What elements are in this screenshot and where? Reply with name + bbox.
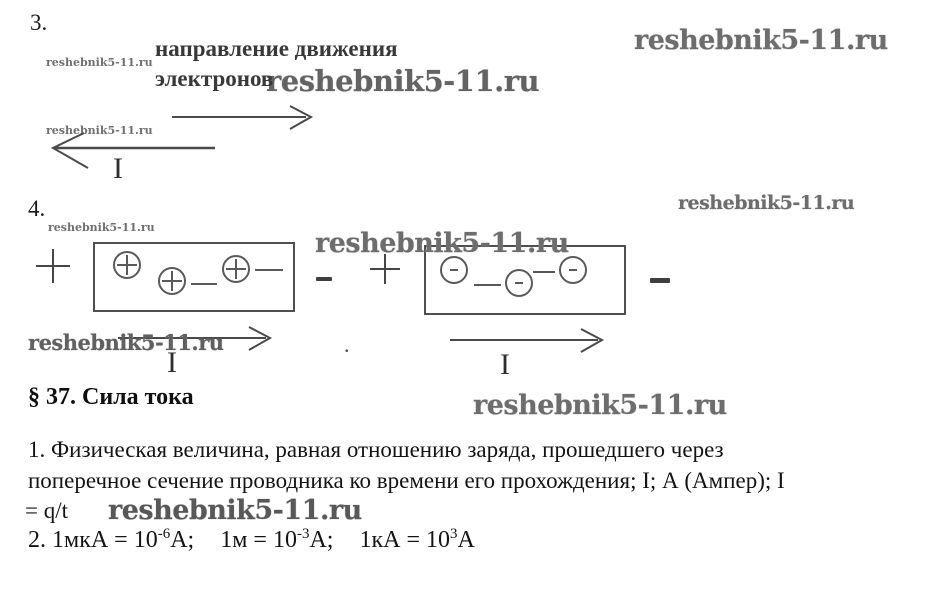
watermark: reshebnik5-11.ru xyxy=(634,25,888,56)
formula-kiloampere: $1кА = 10^3А$ xyxy=(359,526,475,553)
item-3-marker: 3. xyxy=(30,10,48,35)
charge-tail xyxy=(533,271,555,273)
charge-tail xyxy=(255,269,283,271)
watermark: reshebnik5-11.ru xyxy=(28,330,224,355)
watermark: reshebnik5-11.ru xyxy=(108,495,362,526)
watermark: reshebnik5-11.ru xyxy=(46,124,153,137)
separator-dot: . xyxy=(344,332,350,357)
item-1-text-line1: 1. Физическая величина, равная отношению заряда, прошедшего через xyxy=(28,437,724,462)
positive-charge-icon xyxy=(158,267,186,295)
item-4-marker: 4. xyxy=(28,196,46,221)
plus-terminal-left xyxy=(36,249,70,283)
item-1-text-line2: поперечное сечение проводника ко времени его прохождения; I; А (Ампер); I xyxy=(28,468,785,493)
charge-tail xyxy=(474,284,501,286)
item-2-formulas xyxy=(28,527,501,554)
watermark: reshebnik5-11.ru xyxy=(48,221,155,234)
section-heading: § 37. Сила тока xyxy=(28,384,194,410)
current-label: I xyxy=(500,348,510,381)
electron-direction-caption-line2: электронов xyxy=(155,66,274,91)
watermark: reshebnik5-11.ru xyxy=(315,228,569,259)
current-arrow-right-box xyxy=(448,327,612,355)
watermark: reshebnik5-11.ru xyxy=(266,64,540,98)
item-1-text-line3: = q/t xyxy=(25,498,69,523)
charge-tail xyxy=(191,283,217,285)
negative-charge-icon xyxy=(440,256,468,284)
current-label: I xyxy=(167,346,177,379)
positive-charge-icon xyxy=(113,251,141,279)
current-direction-arrow xyxy=(46,130,221,174)
electron-direction-caption-line1: направление движения xyxy=(155,36,398,61)
minus-terminal-left-box xyxy=(316,277,332,281)
positive-charge-icon xyxy=(222,255,250,283)
watermark: reshebnik5-11.ru xyxy=(46,56,153,69)
electron-direction-arrow xyxy=(170,103,320,133)
formula-milliampere: $1м = 10^{-3}А$; xyxy=(220,526,334,553)
negative-charge-icon xyxy=(559,256,587,284)
item-2-prefix: 2. xyxy=(28,527,52,553)
watermark: reshebnik5-11.ru xyxy=(473,390,727,421)
negative-charge-icon xyxy=(505,269,533,297)
current-label: I xyxy=(113,152,123,185)
conductor-box-positive xyxy=(93,242,295,312)
minus-terminal-right xyxy=(650,278,670,283)
watermark: reshebnik5-11.ru xyxy=(678,192,855,214)
formula-microampere: $1мкА = 10^{-6}А$; xyxy=(52,526,195,553)
